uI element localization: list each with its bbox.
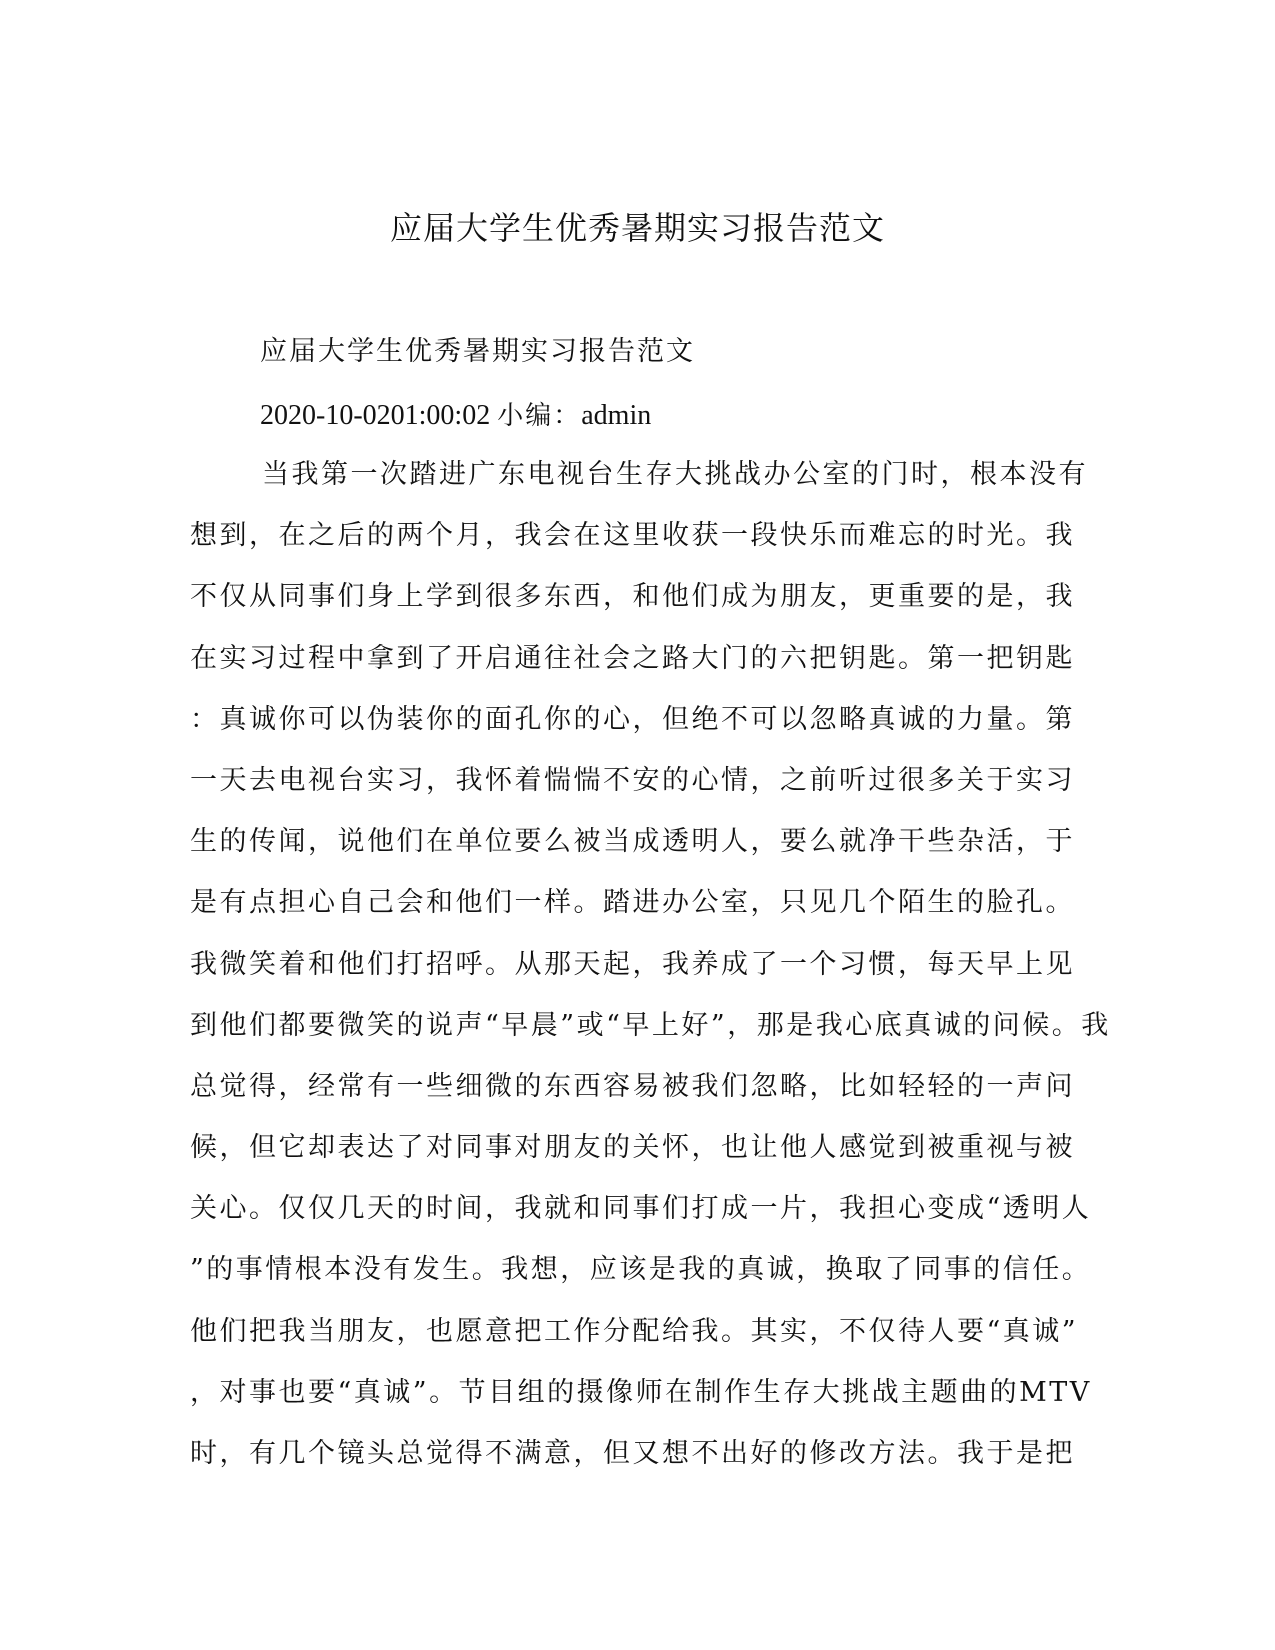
body-line: 他们把我当朋友，也愿意把工作分配给我。其实，不仅待人要“真诚” (190, 1315, 1079, 1347)
body-line: 不仅从同事们身上学到很多东西，和他们成为朋友，更重要的是，我 (190, 581, 1075, 613)
body-line: 到他们都要微笑的说声“早晨”或“早上好”，那是我心底真诚的问候。我 (190, 1009, 1111, 1041)
document-subtitle: 应届大学生优秀暑期实习报告范文 (260, 336, 695, 367)
body-line: 在实习过程中拿到了开启通往社会之路大门的六把钥匙。第一把钥匙 (190, 642, 1075, 674)
body-line: ：真诚你可以伪装你的面孔你的心，但绝不可以忽略真诚的力量。第 (190, 703, 1075, 735)
body-line: 是有点担心自己会和他们一样。踏进办公室，只见几个陌生的脸孔。 (190, 887, 1075, 919)
body-line: 生的传闻，说他们在单位要么被当成透明人，要么就净干些杂活，于 (190, 826, 1075, 858)
publish-info (260, 396, 651, 436)
body-line: ，对事也要“真诚”。节目组的摄像师在制作生存大挑战主题曲的MTV (190, 1376, 1092, 1408)
document-title: 应届大学生优秀暑期实习报告范文 (389, 209, 885, 247)
body-line: 一天去电视台实习，我怀着惴惴不安的心情，之前听过很多关于实习 (190, 764, 1075, 796)
body-line: 当我第一次踏进广东电视台生存大挑战办公室的门时，根本没有 (262, 459, 1088, 490)
body-line: ”的事情根本没有发生。我想，应该是我的真诚，换取了同事的信任。 (190, 1254, 1092, 1286)
body-line: 总觉得，经常有一些细微的东西容易被我们忽略，比如轻轻的一声问 (190, 1070, 1075, 1102)
author-name: admin (581, 400, 652, 431)
body-line: 关心。仅仅几天的时间，我就和同事们打成一片，我担心变成“透明人 (190, 1193, 1092, 1225)
body-paragraph (190, 455, 1111, 1495)
body-line: 想到，在之后的两个月，我会在这里收获一段快乐而难忘的时光。我 (190, 520, 1075, 552)
body-line: 时，有几个镜头总觉得不满意，但又想不出好的修改方法。我于是把 (190, 1438, 1075, 1469)
publish-datetime: 2020-10-0201:00:02 (260, 400, 491, 431)
author-label: 小编： (497, 401, 582, 431)
body-line: 我微笑着和他们打招呼。从那天起，我养成了一个习惯，每天早上见 (190, 948, 1075, 980)
body-line: 候，但它却表达了对同事对朋友的关怀，也让他人感觉到被重视与被 (190, 1132, 1075, 1164)
